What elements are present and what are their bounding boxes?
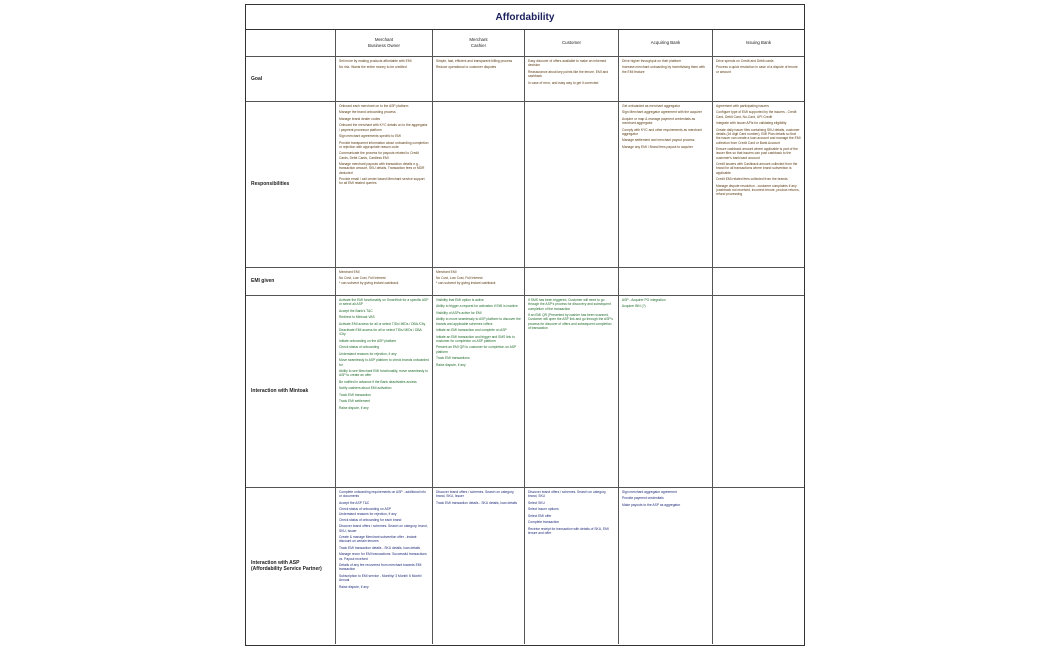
cell-item: Redirect to Mintoak VAS <box>339 315 375 320</box>
header-cell-empty <box>246 30 336 56</box>
emi-merchant-cashier-cell <box>433 268 525 295</box>
cell-item: Discover brand offers / schemes. Search on category, brand, SKU <box>528 490 607 499</box>
asp-issuing-bank-cell <box>713 488 804 644</box>
affordability-table <box>245 4 805 646</box>
cell-item: No Cost, Low Cost, Full Interest * can subvent by giving instant cashback <box>339 276 399 285</box>
cell-item: Configure type of EMI supported by the issuers - Credit Card, Debit Card, No-Card, UPI Credit <box>716 110 797 119</box>
cell-item: In case of error, and easy way to get it corrected <box>528 80 599 85</box>
goal-merchant-cashier-cell <box>433 57 525 101</box>
row-label-emi-given: EMI given <box>246 268 336 295</box>
cell-item: Ability to move seamlessly to ASP platform to discover the brands and applicable schemes /offers <box>436 317 521 326</box>
cell-item: Visibility of ASPs active for EMI <box>436 310 482 315</box>
cell-item: Agreement with participating issuers <box>716 104 769 108</box>
mintoak-issuing-bank-cell <box>713 296 804 487</box>
cell-item: Discover brand offers / schemes. Search on category, brand, SKU, Issuer <box>339 524 428 533</box>
cell-item: Activate the EMI functionality on SmartHub for a specific ASP or select all ASP <box>339 298 429 307</box>
cell-item: Manage merchant payouts with transaction details e.g., transaction amount, SKU details, Transaction fees or MDR deducted <box>339 162 425 175</box>
header-acquiring-bank: Acquiring Bank <box>619 30 713 56</box>
cell-item: No Cost, Low Cost, Full Interest * can subvent by giving instant cashback <box>436 276 496 285</box>
header-merchant-business-owner: Merchant Business Owner <box>336 30 433 56</box>
cell-item: Subscription to EMI service - Monthly/ 3 Month/ 6 Month/ Annual <box>339 573 422 583</box>
cell-item: Present an EMI QR to customer for completion on ASP platform <box>436 345 517 354</box>
goal-customer-cell <box>525 57 619 101</box>
cell-item: Manage any EMI / Brand fees payout to acquirer <box>622 144 693 149</box>
cell-item: Track EMI transaction details - SKU details, loan details <box>436 500 518 505</box>
header-issuing-bank: Issuing Bank <box>745 40 772 46</box>
cell-item: Select SKU <box>528 500 545 505</box>
cell-item: Manage recon for EMI transactions. Successful transactions vs. Payout received <box>339 552 427 561</box>
cell-item: Onboard the merchant with KYC details on to the aggregator / payment processor platform <box>339 123 428 132</box>
cell-item: Acquirer BIN (?) <box>622 304 646 309</box>
mintoak-acquiring-bank-cell <box>619 296 713 487</box>
cell-item: Initiate an EMI transaction and complete on ASP <box>436 328 507 333</box>
cell-item: Select Issuer options <box>528 507 559 512</box>
resp-merchant-owner-cell <box>336 102 433 267</box>
cell-item: Accept the ASP T&C <box>339 500 370 505</box>
cell-item: Understand reasons for rejection, if any <box>339 351 397 356</box>
cell-item: Ability to trigger a request for activation if EMI is inactive <box>436 304 518 309</box>
cell-item: Activate EMI access for all or select TIDs/ MIDs / DBA /City <box>339 321 426 326</box>
cell-item: Increase merchant onboarding by incentivising them with the EMI feature <box>622 65 706 74</box>
asp-merchant-cashier-cell <box>433 488 525 644</box>
cell-item: Notify cashiers about EMI activation <box>339 386 392 391</box>
cell-item: Initiate an EMI transaction and trigger and SMS link to customer for completion on ASP platform <box>436 334 515 343</box>
cell-item: Deactivate EMI access for all or select TIDs/ MIDs / DBA /City <box>339 328 422 337</box>
cell-item: Visibility that EMI option is active <box>436 298 484 302</box>
row-label-goal: Goal <box>246 57 336 101</box>
cell-item: Provide email / call center based Merchant service support for all EMI related queries <box>339 177 425 186</box>
cell-item: Credit issuers with Cashback amount collected from the brand for all transactions where brand subvention is applicable <box>716 162 798 175</box>
cell-item: Merchant EMI <box>339 270 360 274</box>
mintoak-merchant-owner-cell <box>336 296 433 487</box>
cell-item: Complete onboarding requirements on ASP - additional info or documents <box>339 490 426 499</box>
row-interaction-asp <box>246 488 804 644</box>
cell-item: Manage settlement and merchant payout process <box>622 138 695 143</box>
header-customer: Customer <box>525 30 619 56</box>
cell-item: Create daily issuer files containing SKU details, customer details (16 digit Card number), EMI Plan details so that the issuer can create a loan account and manage the EMI collection from Credit Card or Bank Account <box>716 127 801 145</box>
cell-item: Sign Merchant aggregator agreement with the acquirer <box>622 110 702 115</box>
row-interaction-mintoak <box>246 296 804 488</box>
cell-item: Onboard each merchant on to the ASP platform <box>339 104 409 108</box>
cell-item: Be notified in advance if the Bank deactivates access <box>339 379 417 384</box>
cell-item: Accept the Bank's T&C <box>339 308 373 313</box>
cell-item: If SMS has been triggered, Customer will need to go through the ASP's process for discovery and subsequent completion of the transaction <box>528 298 611 311</box>
resp-acquiring-bank-cell <box>619 102 713 267</box>
cell-item: ASP - Acquirer PG integration <box>622 298 666 302</box>
cell-item: Track EMI transaction details - SKU details, loan details <box>339 545 421 550</box>
cell-item: Provide payment credentials <box>622 496 664 501</box>
cell-item: Merchant EMI <box>436 270 457 274</box>
row-goal <box>246 57 804 102</box>
resp-issuing-bank-cell <box>713 102 804 267</box>
resp-merchant-cashier-cell <box>433 102 525 267</box>
asp-customer-cell <box>525 488 619 644</box>
cell-item: Discover brand offers / schemes. Search on category, brand, SKU, Issuer <box>436 490 515 499</box>
cell-item: Raise dispute, if any <box>436 362 466 367</box>
table-title: Affordability <box>246 5 804 30</box>
cell-item: Initiate onboarding on the ASP platform <box>339 338 397 343</box>
cell-item: Manage brand dealer codes <box>339 116 381 121</box>
row-responsibilities <box>246 102 804 268</box>
cell-item: Credit EMI related fees collected from the brands <box>716 177 788 182</box>
table-grid <box>246 30 804 644</box>
cell-item: No risk. Wants the entire money to be credited <box>339 65 407 70</box>
row-label-responsibilities: Responsibilities <box>246 102 336 267</box>
resp-customer-cell <box>525 102 619 267</box>
row-label-interaction-asp: Interaction with ASP (Affordability Service Partner) <box>246 488 336 644</box>
emi-issuing-bank-cell <box>713 268 804 295</box>
cell-item: Comply with KYC and other requirements as merchant aggregator <box>622 127 702 136</box>
cell-item: Sell more by making products affordable with EMI <box>339 59 412 63</box>
row-emi-given <box>246 268 804 296</box>
cell-item: Drive higher throughput on their platform <box>622 59 682 63</box>
cell-item: Track EMI transactions <box>436 356 470 361</box>
cell-item: Track EMI settlement <box>339 399 371 404</box>
cell-item: Check status of onboarding for each brand <box>339 517 402 522</box>
cell-item: Manage dispute resolution - customer complaints if any (cashback not received, incorrect tenure, product returns, refund processing <box>716 183 800 197</box>
cell-item: Communicate the process for payouts related to Credit Cards, Debit Cards, Cardless EMI <box>339 151 419 160</box>
cell-item: Get onboarded as merchant aggregator <box>622 104 680 108</box>
cell-item: Ensure cashback amount where applicable is part of the issuer files so that issuers can post cashback to the customer's bank/card account <box>716 147 798 160</box>
cell-item: Select EMI offer <box>528 513 552 518</box>
cell-item: Acquire or map & manage payment credentials as merchant aggregator <box>622 116 696 126</box>
goal-merchant-owner-cell <box>336 57 433 101</box>
cell-item: Drive spends on Credit and Debit cards <box>716 59 774 63</box>
header-merchant-cashier: Merchant Cashier <box>433 30 525 56</box>
emi-acquiring-bank-cell <box>619 268 713 295</box>
cell-item: Ability to see Merchant EMI functionality, move seamlessly to ASP to create an offer <box>339 369 428 378</box>
cell-item: Sign merchant agreements specific to EMI <box>339 134 401 139</box>
cell-item: Reduce operational or customer disputes <box>436 65 497 70</box>
cell-item: Check status of onboarding <box>339 345 380 350</box>
cell-item: Integrate with Issuer APIs for validating eligibility <box>716 121 787 126</box>
mintoak-customer-cell <box>525 296 619 487</box>
cell-item: Process a quick resolution in case of a dispute of tenure or amount <box>716 65 798 74</box>
cell-item: Make payouts to the ASP as aggregator <box>622 502 681 507</box>
cell-item: Easy discover of offers available to make an informed decision <box>528 59 607 68</box>
cell-item: Receive receipt for transaction with details of SKU, EMI tenure and offer <box>528 526 609 535</box>
cell-item: Raise dispute, if any <box>339 405 369 410</box>
header-row <box>246 30 804 57</box>
cell-item: Simple, fast, efficient and transparent billing process <box>436 59 513 63</box>
cell-item: Move seamlessly to ASP platform to check brands onboarded for <box>339 358 429 367</box>
asp-merchant-owner-cell <box>336 488 433 644</box>
cell-item: Check status of onboarding on ASP Understand reasons for rejection, if any <box>339 507 397 516</box>
cell-item: Track EMI transaction <box>339 392 371 397</box>
cell-item: Manage the brand onboarding process <box>339 110 396 115</box>
goal-issuing-bank-cell <box>713 57 804 101</box>
goal-acquiring-bank-cell <box>619 57 713 101</box>
row-label-interaction-mintoak: Interaction with Mintoak <box>246 296 336 487</box>
cell-item: Reassurance about key points like the tenure, EMI and cashback <box>528 69 609 79</box>
mintoak-merchant-cashier-cell <box>433 296 525 487</box>
cell-item: Complete transaction <box>528 520 560 525</box>
cell-item: Raise dispute, if any <box>339 584 369 589</box>
emi-customer-cell <box>525 268 619 295</box>
cell-item: Sign merchant aggregator agreement <box>622 490 677 494</box>
cell-item: If an EMI QR (Presented by cashier has been scanned, Customer will open the ASP link and go through the ASP's process for discover of offers and subsequent completion of transaction <box>528 313 613 330</box>
emi-merchant-owner-cell <box>336 268 433 295</box>
cell-item: Details of any fee recovered from merchant towards EMI transaction <box>339 563 422 572</box>
asp-acquiring-bank-cell <box>619 488 713 644</box>
cell-item: Create & manage Merchant subvention offer - instant discount on certain tenures <box>339 535 417 544</box>
cell-item: Provide transparent information about onboarding completion or rejection with appropriate reason code <box>339 140 429 149</box>
